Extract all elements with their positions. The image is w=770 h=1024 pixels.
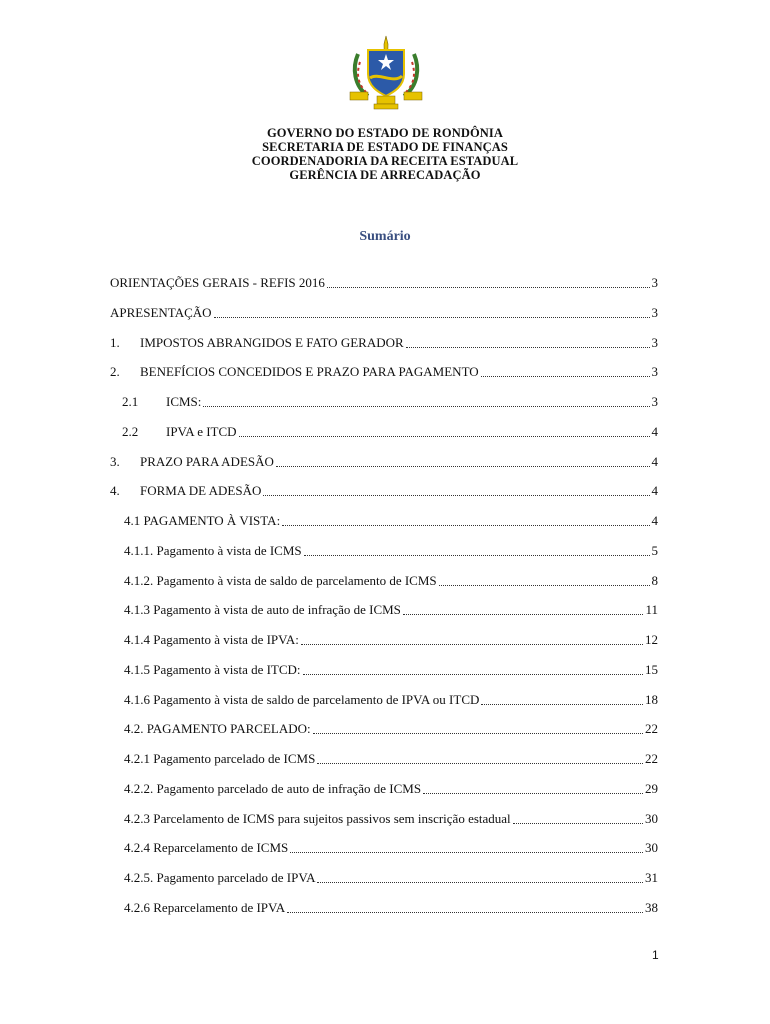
toc-entry-label: 4.2.4 Reparcelamento de ICMS xyxy=(124,840,289,856)
toc-entry-number: 3. xyxy=(110,453,120,469)
toc-entry[interactable] xyxy=(124,630,658,648)
toc-entry[interactable] xyxy=(124,838,658,856)
toc-entry-label: 4.2.6 Reparcelamento de IPVA xyxy=(124,899,286,915)
toc-dot-leader xyxy=(313,732,643,734)
toc-entry[interactable] xyxy=(124,749,658,767)
header-coordination: COORDENADORIA DA RECEITA ESTADUAL xyxy=(251,154,519,168)
toc-entry-label: BENEFÍCIOS CONCEDIDOS E PRAZO PARA PAGAMENTO xyxy=(140,364,479,380)
toc-entry-label: ICMS: xyxy=(166,394,202,409)
toc-dot-leader xyxy=(276,465,650,467)
document-header xyxy=(0,126,770,182)
toc-entry-label: 4.1.2. Pagamento à vista de saldo de parcelamento de ICMS xyxy=(124,572,437,588)
toc-entry[interactable] xyxy=(124,541,658,559)
toc-entry-page: 3 xyxy=(651,275,658,290)
toc-entry-page: 11 xyxy=(645,602,658,618)
toc-entry[interactable] xyxy=(124,690,658,708)
toc-entry[interactable] xyxy=(124,660,658,678)
toc-entry-label: IMPOSTOS ABRANGIDOS E FATO GERADOR xyxy=(140,334,404,350)
toc-entry-label: FORMA DE ADESÃO xyxy=(140,483,262,499)
toc-entry-page: 3 xyxy=(651,334,658,350)
toc-entry[interactable] xyxy=(124,511,658,529)
toc-entry-page: 8 xyxy=(651,572,658,588)
toc-entry[interactable] xyxy=(110,333,658,351)
toc-entry-number: 2.2 xyxy=(122,423,139,439)
toc-entry-page: 30 xyxy=(645,810,658,826)
toc-entry-number: 2.1 xyxy=(122,394,139,409)
toc-entry-label: 4.1.1. Pagamento à vista de ICMS xyxy=(124,542,302,558)
toc-entry[interactable] xyxy=(124,719,658,737)
rondonia-coat-of-arms-icon xyxy=(348,34,424,110)
toc-entry[interactable] xyxy=(110,303,658,321)
toc-dot-leader xyxy=(317,762,643,764)
toc-entry-page: 3 xyxy=(651,304,658,320)
toc-entry-label: 4.1.5 Pagamento à vista de ITCD: xyxy=(124,661,301,677)
toc-entry-page: 4 xyxy=(651,483,658,499)
toc-dot-leader xyxy=(214,316,650,318)
toc-entry-page: 3 xyxy=(651,394,658,409)
toc-entry-label: 4.1.3 Pagamento à vista de auto de infração de ICMS xyxy=(124,602,401,618)
toc-entry-page: 30 xyxy=(645,840,658,856)
toc-dot-leader xyxy=(263,494,649,496)
toc-entry-label: PRAZO PARA ADESÃO xyxy=(140,453,274,469)
header-government: GOVERNO DO ESTADO DE RONDÔNIA xyxy=(266,126,504,140)
toc-entry[interactable] xyxy=(110,273,658,291)
toc-entry-label: 4.1.4 Pagamento à vista de IPVA: xyxy=(124,632,299,647)
toc-entry-page: 3 xyxy=(651,364,658,380)
toc-dot-leader xyxy=(203,405,649,407)
toc-entry-label: 4.2.2. Pagamento parcelado de auto de infração de ICMS xyxy=(124,780,422,796)
toc-entry-page: 4 xyxy=(651,513,658,528)
toc-dot-leader xyxy=(327,286,650,288)
toc-title: Sumário xyxy=(359,229,411,244)
toc-entry-label: APRESENTAÇÃO xyxy=(110,304,212,320)
page-number: 1 xyxy=(652,948,659,962)
toc-entry-page: 22 xyxy=(645,721,658,737)
toc-entry-page: 15 xyxy=(645,661,658,677)
toc-entry[interactable] xyxy=(124,600,658,618)
toc-dot-leader xyxy=(439,584,650,586)
toc-dot-leader xyxy=(301,643,643,645)
toc-entry[interactable] xyxy=(124,571,658,589)
toc-dot-leader xyxy=(290,851,643,853)
toc-entry-label: 4.1.6 Pagamento à vista de saldo de parcelamento de IPVA ou ITCD xyxy=(124,691,480,707)
toc-dot-leader xyxy=(481,703,643,705)
toc-entry-number: 1. xyxy=(110,334,120,350)
toc-dot-leader xyxy=(304,554,650,556)
toc-entry[interactable] xyxy=(110,452,658,470)
toc-dot-leader xyxy=(239,435,650,437)
toc-dot-leader xyxy=(513,822,643,824)
toc-entry-label: ORIENTAÇÕES GERAIS - REFIS 2016 xyxy=(110,275,325,290)
toc-dot-leader xyxy=(317,881,643,883)
toc-entry[interactable] xyxy=(122,422,658,440)
toc-entry-page: 18 xyxy=(645,691,658,707)
toc-dot-leader xyxy=(303,673,643,675)
toc-entry-page: 5 xyxy=(651,542,658,558)
toc-entry[interactable] xyxy=(124,779,658,797)
toc-entry[interactable] xyxy=(124,809,658,827)
toc-entry-number: 2. xyxy=(110,364,120,380)
toc-entry-page: 4 xyxy=(651,453,658,469)
toc-dot-leader xyxy=(403,613,644,615)
toc-entry-label: 4.2.5. Pagamento parcelado de IPVA xyxy=(124,870,316,885)
toc-entry-label: 4.1 PAGAMENTO À VISTA: xyxy=(124,513,281,528)
toc-dot-leader xyxy=(287,911,643,913)
toc-dot-leader xyxy=(481,375,650,377)
toc-entry-page: 29 xyxy=(645,780,658,796)
toc-entry[interactable] xyxy=(110,362,658,380)
toc-entry[interactable] xyxy=(110,481,658,499)
toc-entry-page: 22 xyxy=(645,751,658,766)
toc-entry-number: 4. xyxy=(110,483,120,499)
toc-entry[interactable] xyxy=(124,868,658,886)
toc-entry-label: 4.2.3 Parcelamento de ICMS para sujeitos passivos sem inscrição estadual xyxy=(124,810,511,826)
header-management: GERÊNCIA DE ARRECADAÇÃO xyxy=(289,168,481,182)
header-secretariat: SECRETARIA DE ESTADO DE FINANÇAS xyxy=(262,140,508,154)
toc-entry[interactable] xyxy=(124,898,658,916)
toc-entry-page: 12 xyxy=(645,632,658,647)
toc-entry[interactable] xyxy=(122,392,658,410)
toc-entry-page: 31 xyxy=(645,870,658,885)
toc-dot-leader xyxy=(423,792,643,794)
toc-entry-page: 38 xyxy=(645,899,658,915)
toc-dot-leader xyxy=(406,346,650,348)
toc-entry-page: 4 xyxy=(651,423,658,439)
toc-entry-label: IPVA e ITCD xyxy=(166,423,237,439)
toc-entry-label: 4.2. PAGAMENTO PARCELADO: xyxy=(124,721,311,737)
toc-dot-leader xyxy=(282,524,649,526)
toc-entry-label: 4.2.1 Pagamento parcelado de ICMS xyxy=(124,751,316,766)
